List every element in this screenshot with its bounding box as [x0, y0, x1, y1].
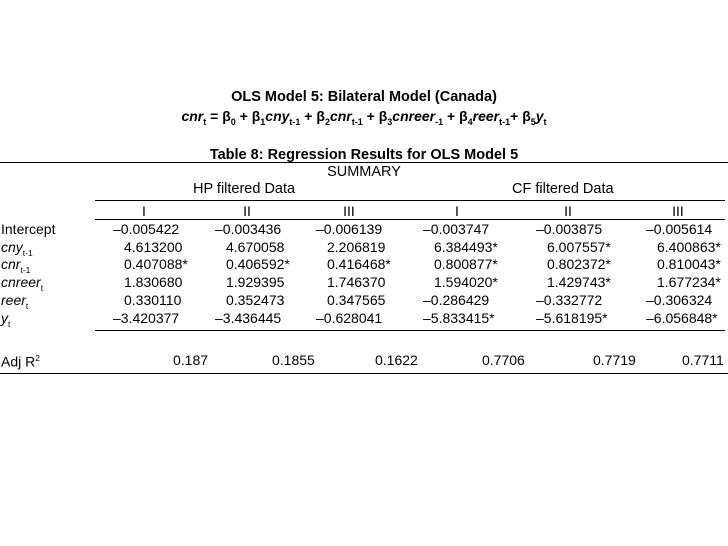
- eq-var-cnreer-sub: -1: [435, 116, 444, 127]
- eq-lhs: cnr: [181, 108, 204, 124]
- table-cell: –0.286429: [423, 292, 490, 308]
- row-label-text: reer: [1, 292, 26, 308]
- row-label-text: cny: [1, 239, 23, 255]
- row-label-intercept: [1, 221, 55, 237]
- table-cell: 4.670058: [226, 239, 285, 255]
- table-cell: 0.406592*: [226, 256, 290, 272]
- column-header: I: [142, 203, 146, 219]
- table-cell: 0.416468*: [327, 256, 391, 272]
- column-header: I: [455, 203, 459, 219]
- table-cell: 6.007557*: [547, 239, 611, 255]
- eq-plus-2: +: [300, 108, 317, 124]
- row-label-sub: t: [8, 318, 11, 329]
- row-label-sub: t-1: [22, 247, 33, 258]
- table-cell: 0.7711: [682, 352, 724, 368]
- eq-beta5-sub: 5: [530, 116, 536, 127]
- eq-plus-1: +: [235, 108, 252, 124]
- table-cell: –6.056848*: [646, 310, 718, 326]
- model-title: OLS Model 5: Bilateral Model (Canada): [231, 89, 497, 105]
- row-label-text: y: [1, 310, 8, 326]
- eq-var-reer-sub: t-1: [499, 116, 511, 127]
- row-label-sub: t: [25, 300, 29, 311]
- eq-equals: =: [206, 108, 223, 124]
- table-cell: 1.429743*: [547, 274, 611, 290]
- eq-var-cnr-sub: t-1: [351, 116, 363, 127]
- table-cell: –3.436445: [215, 310, 282, 326]
- table-cell: –0.003747: [423, 221, 490, 237]
- table-cell: 0.7719: [593, 352, 636, 368]
- eq-beta0-sub: 0: [230, 116, 236, 127]
- column-header-rule: [95, 219, 725, 220]
- table-cell: 0.810043*: [657, 256, 721, 272]
- eq-var-cnreer: cnreer: [392, 108, 436, 124]
- table-cell: 4.613200: [124, 239, 183, 255]
- row-label-sub: t-1: [20, 264, 31, 275]
- eq-var-y: y: [535, 108, 544, 124]
- table-cell: –0.005614: [646, 221, 713, 237]
- table-cell: 1.929395: [226, 274, 285, 290]
- row-label-text: Intercept: [1, 221, 56, 237]
- eq-beta3-sub: 3: [387, 116, 393, 127]
- row-label-text: cnr: [1, 256, 21, 272]
- row-label-sup: 2: [35, 353, 40, 363]
- table-cell: 0.330110: [124, 292, 182, 308]
- group-header-cf: CF filtered Data: [512, 181, 614, 197]
- body-bottom-rule: [95, 330, 725, 331]
- column-header: III: [672, 203, 684, 219]
- table-cell: –3.420377: [113, 310, 180, 326]
- eq-beta5: β: [522, 108, 531, 124]
- table-cell: 0.1622: [375, 352, 418, 368]
- summary-label: SUMMARY: [327, 164, 401, 180]
- eq-var-cny: cny: [265, 108, 290, 124]
- table-cell: 6.384493*: [434, 239, 498, 255]
- eq-beta4: β: [459, 108, 468, 124]
- table-cell: 0.800877*: [434, 256, 498, 272]
- group-header-hp: HP filtered Data: [193, 181, 296, 197]
- eq-beta2-sub: 2: [324, 116, 330, 127]
- column-header: II: [243, 203, 251, 219]
- table-cell: –0.628041: [316, 310, 383, 326]
- eq-beta3: β: [378, 108, 388, 124]
- table-cell: 0.7706: [482, 352, 525, 368]
- row-label-y: [1, 310, 10, 332]
- eq-plus-4: +: [443, 108, 460, 124]
- row-label-text: cnreer: [1, 274, 41, 290]
- table-bottom-rule: [0, 373, 728, 374]
- table-cell: 0.802372*: [547, 256, 611, 272]
- table-cell: 1.830680: [124, 274, 183, 290]
- header-rule: [95, 200, 725, 201]
- table-cell: –0.003875: [536, 221, 603, 237]
- eq-beta0: β: [222, 108, 231, 124]
- table-cell: 0.187: [173, 352, 209, 368]
- eq-var-reer: reer: [472, 108, 500, 124]
- row-label-text: Adj R: [1, 353, 36, 370]
- table-cell: –5.833415*: [423, 310, 495, 326]
- column-header: III: [343, 203, 355, 219]
- eq-beta1: β: [251, 108, 261, 124]
- table-cell: 1.594020*: [434, 274, 498, 290]
- eq-var-cnr: cnr: [329, 108, 352, 124]
- table-cell: –0.006139: [316, 221, 383, 237]
- eq-var-y-sub: t: [543, 116, 547, 127]
- eq-beta1-sub: 1: [260, 116, 266, 127]
- table-cell: 6.400863*: [657, 239, 721, 255]
- table-cell: 2.206819: [327, 239, 386, 255]
- table-cell: –0.306324: [646, 292, 713, 308]
- column-header: II: [564, 203, 572, 219]
- eq-beta4-sub: 4: [467, 116, 473, 127]
- eq-var-cny-sub: t-1: [289, 116, 301, 127]
- eq-plus-5: +: [510, 108, 523, 124]
- table-cell: –5.618195*: [536, 310, 608, 326]
- eq-beta2: β: [316, 108, 325, 124]
- eq-plus-3: +: [362, 108, 379, 124]
- eq-lhs-sub: t: [203, 116, 207, 127]
- table-cell: –0.005422: [113, 221, 180, 237]
- table-cell: 0.347565: [327, 292, 386, 308]
- table-cell: 0.1855: [272, 352, 315, 368]
- table-top-rule: [0, 162, 728, 163]
- table-cell: 1.746370: [327, 274, 386, 290]
- table-cell: –0.003436: [215, 221, 282, 237]
- row-label-adj-r2: [1, 350, 40, 370]
- table-cell: –0.332772: [536, 292, 603, 308]
- table-cell: 0.352473: [226, 292, 285, 308]
- model-equation: [0, 108, 728, 127]
- row-label-sub: t: [40, 282, 44, 293]
- table-title: Table 8: Regression Results for OLS Model 5: [209, 147, 519, 163]
- table-cell: 0.407088*: [124, 256, 188, 272]
- table-cell: 1.677234*: [657, 274, 721, 290]
